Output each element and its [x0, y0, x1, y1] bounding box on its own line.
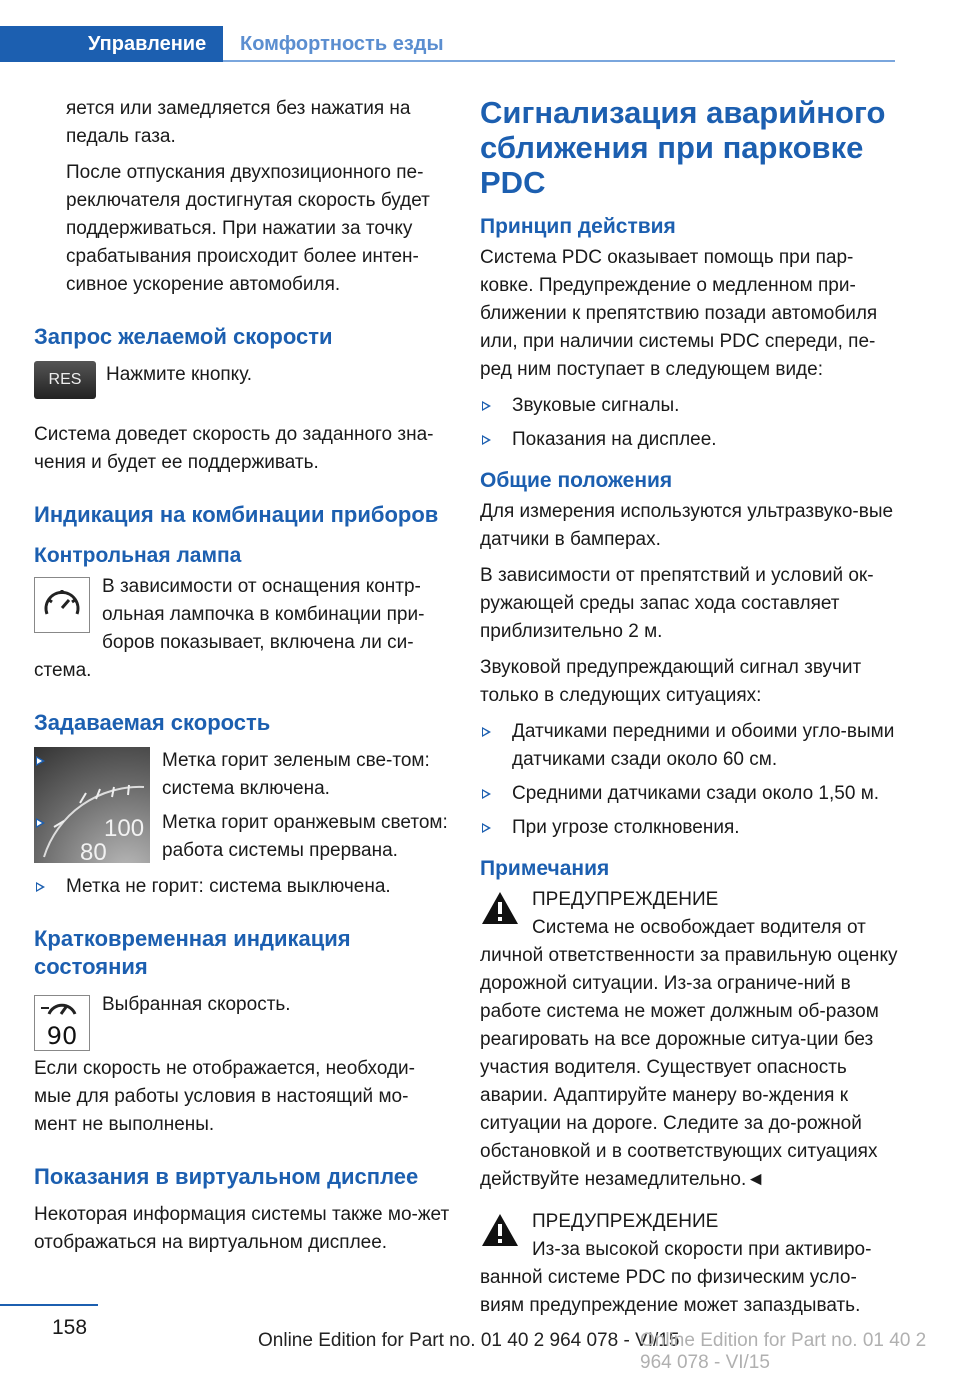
heading-pdc: Сигнализация аварийного сближения при парковке PDC [480, 95, 886, 200]
list-item: Метка горит зеленым све-том: система включена. [34, 747, 450, 803]
paragraph: В зависимости от препятствий и условий ок-ружающей среды запас хода составляет приблизительно 2 м. [480, 565, 874, 642]
header-rule [223, 60, 895, 62]
warning-triangle-icon [480, 1212, 520, 1248]
set-speed-list-cont [34, 873, 450, 901]
list-item: Показания на дисплее. [480, 426, 900, 454]
res-instruction: Нажмите кнопку. [106, 364, 253, 385]
cruise-control-lamp-icon [34, 577, 90, 633]
short-status-row [34, 991, 450, 1055]
paragraph: Система PDC оказывает помощь при пар-ковке. Предупреждение о медленном при-ближении к препятствию позади автомобиля или, при наличии системы PDC спереди, пе-ред ним поступает в следующем виде: [480, 247, 878, 380]
warning-triangle-icon [480, 890, 520, 926]
lamp-description: В зависимости от оснащения контр-ольная лампочка в комбинации при-боров показывает, включена ли си-стема. [34, 576, 425, 681]
list-item: Средними датчиками сзади около 1,50 м. [480, 780, 900, 808]
warning-title: ПРЕДУПРЕЖДЕНИЕ [532, 889, 719, 910]
warning-text: Из-за высокой скорости при активиро-ванной системе PDC по физическим усло-виям предупреждение может запаздывать. [480, 1239, 872, 1316]
triangle-bullet-icon [482, 727, 491, 737]
list-item: Метка горит оранжевым светом: работа системы прервана. [34, 809, 450, 865]
paragraph: Система доведет скорость до заданного зна-чения и будет ее поддерживать. [34, 424, 434, 473]
paragraph: Для измерения используются ультразвуко-вые датчики в бамперах. [480, 501, 894, 550]
paragraph: Звуковой предупреждающий сигнал звучит только в следующих ситуациях: [480, 657, 862, 706]
heading-speed-request: Запрос желаемой скорости [34, 324, 333, 349]
section-tab-control: Управление [0, 26, 223, 62]
res-button-icon: RES [34, 361, 96, 399]
page-header [0, 0, 960, 64]
heading-instrument-indication: Индикация на комбинации приборов [34, 502, 439, 527]
page-number: 158 [52, 1316, 88, 1339]
signal-situations-list [480, 718, 900, 842]
warning-text: Система не освобождает водителя от личной ответственности за правильную оценку дорожной ситуации. Из-за ограниче-ний в работе система не может должным об-разом реагировать на все дорожные ситуа-ции без участия водителя. Существует опасность аварии. Адаптируйте манеру во-ждения к ситуации на дороге. Следите за до-рожной обстановкой и в соответствующих ситуациях действуйте незамедлительно.◄ [480, 917, 898, 1190]
lamp-row [34, 573, 450, 685]
paragraph: Некоторая информация системы также мо-жет отображаться на виртуальном дисплее. [34, 1204, 450, 1253]
triangle-bullet-icon [482, 823, 491, 833]
warning-block [480, 886, 900, 1194]
speedo-label-100: 100 [104, 815, 145, 842]
paragraph: После отпускания двухпозиционного пе-реключателя достигнутая скорость будет поддерживаться. При нажатии за точку срабатывания происходит более интен-сивное ускорение автомобиля. [66, 162, 430, 295]
heading-general: Общие положения [480, 469, 673, 492]
warning-type-list [480, 392, 900, 454]
triangle-bullet-icon [482, 401, 491, 411]
warning-title: ПРЕДУПРЕЖДЕНИЕ [532, 1211, 719, 1232]
speed-display-icon [34, 995, 90, 1051]
heading-short-status: Кратковременная индикация состояния [34, 926, 351, 979]
right-column [480, 95, 900, 1320]
short-status-text: Выбранная скорость. [102, 994, 291, 1015]
footer-rule [0, 1304, 98, 1306]
speedo-label-80: 80 [80, 839, 107, 863]
set-speed-row [34, 747, 450, 873]
triangle-bullet-icon [482, 435, 491, 445]
list-item: Звуковые сигналы. [480, 392, 900, 420]
list-item: Метка не горит: система выключена. [34, 873, 450, 901]
list-item: При угрозе столкновения. [480, 814, 900, 842]
heading-indicator-lamp: Контрольная лампа [34, 544, 242, 567]
paragraph: Если скорость не отображается, необходи-мые для работы условия в настоящий мо-мент не выполнены. [34, 1058, 415, 1135]
warning-block [480, 1208, 900, 1320]
triangle-bullet-icon [36, 818, 45, 828]
heading-virtual-display: Показания в виртуальном дисплее [34, 1164, 419, 1189]
edition-note: Online Edition for Part no. 01 40 2 964 078 - VI/15 [258, 1330, 680, 1351]
triangle-bullet-icon [36, 882, 45, 892]
triangle-bullet-icon [482, 789, 491, 799]
list-item: Датчиками передними и обоими угло-выми датчиками сзади около 60 см. [480, 718, 900, 774]
heading-principle: Принцип действия [480, 215, 676, 238]
res-row [34, 361, 450, 421]
speed-value-text: 90 [46, 1022, 78, 1050]
left-column [34, 95, 450, 1265]
section-tab-comfort: Комфортность езды [240, 33, 444, 55]
heading-notes: Примечания [480, 857, 610, 880]
heading-set-speed: Задаваемая скорость [34, 710, 271, 735]
paragraph: яется или замедляется без нажатия на педаль газа. [66, 98, 411, 147]
watermark: Online Edition for Part no. 01 40 2 964 078 - VI/15 [640, 1330, 927, 1373]
triangle-bullet-icon [36, 756, 45, 766]
